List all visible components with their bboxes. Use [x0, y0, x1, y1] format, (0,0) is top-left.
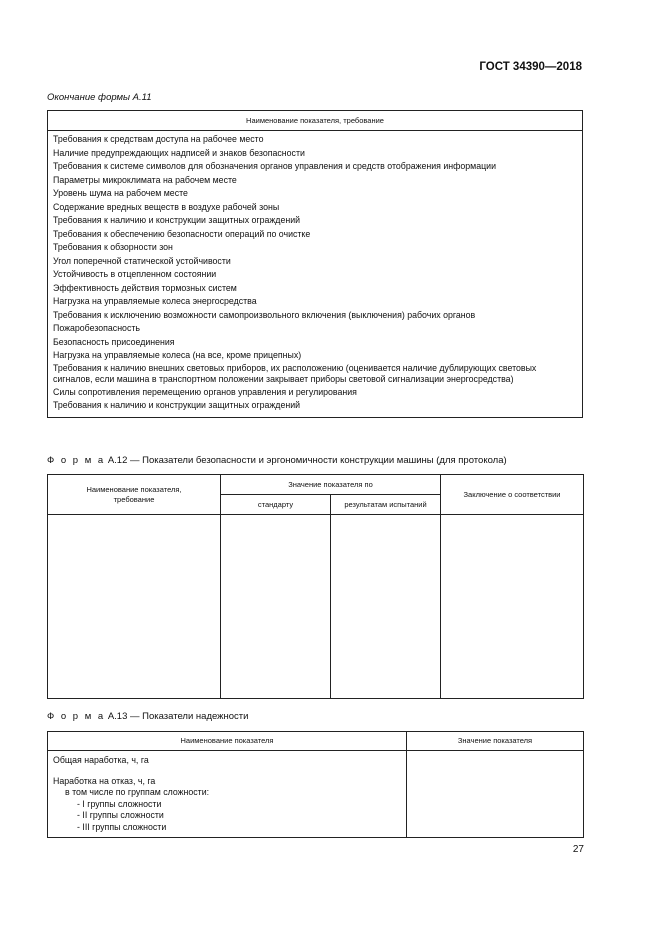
- form-a12-empty-cell: [441, 515, 584, 699]
- form-a11-continuation-title: Окончание формы А.11: [47, 92, 152, 103]
- form-a13-caption-prefix: Ф о р м а: [47, 711, 106, 722]
- list-item: Требования к обеспечению безопасности операций по очистке: [53, 228, 311, 239]
- list-item: Содержание вредных веществ в воздухе рабочей зоны: [53, 201, 280, 212]
- form-a12-table: [47, 474, 584, 699]
- form-a12-col-results: результатам испытаний: [331, 495, 441, 515]
- form-a12-caption-text: А.12 — Показатели безопасности и эргономичности конструкции машины (для протокола): [107, 455, 507, 466]
- list-item: Требования к наличию и конструкции защитных ограждений: [53, 215, 301, 225]
- form-a12-caption-prefix: Ф о р м а: [47, 455, 106, 466]
- list-item: Уровень шума на рабочем месте: [53, 188, 188, 198]
- form-a12-col-value-group: Значение показателя по: [221, 475, 441, 495]
- list-item: Требования к средствам доступа на рабочее место: [53, 134, 264, 144]
- list-item: Параметры микроклимата на рабочем месте: [53, 174, 237, 185]
- list-item: Нагрузка на управляемые колеса (на все, кроме прицепных): [53, 350, 302, 360]
- form-a12-caption: [47, 455, 507, 466]
- list-item: в том числе по группам сложности:: [65, 787, 210, 797]
- list-item: Наличие предупреждающих надписей и знаков безопасности: [53, 147, 305, 158]
- list-item: Пожаробезопасность: [53, 323, 140, 333]
- standard-code: ГОСТ 34390—2018: [479, 61, 582, 73]
- form-a12-col-name: Наименование показателя, требование: [48, 475, 221, 515]
- form-a12-empty-cell: [48, 515, 221, 699]
- form-a13-caption: [47, 711, 248, 722]
- form-a12-col-standard: стандарту: [221, 495, 331, 515]
- page-number: 27: [572, 844, 584, 855]
- list-item: Безопасность присоединения: [53, 336, 175, 347]
- list-item: - I группы сложности: [77, 798, 162, 809]
- form-a12-col-conclusion: Заключение о соответствии: [441, 475, 584, 515]
- form-a13-col-name: Наименование показателя: [48, 732, 407, 751]
- form-a13-table: [47, 731, 584, 838]
- list-item: Эффективность действия тормозных систем: [53, 282, 237, 293]
- form-a13-empty-cell: [407, 751, 584, 838]
- list-item: Требования к наличию внешних световых приборов, их расположению (оценивается наличие дублирующих световых сигналов, если машина в транспортном положении закрывает приборы световой сигнализации энергосредства): [53, 362, 537, 384]
- form-a13-caption-text: А.13 — Показатели надежности: [107, 711, 249, 722]
- form-a13-items: [48, 751, 407, 838]
- form-a12-empty-cell: [331, 515, 441, 699]
- list-item: Требования к обзорности зон: [53, 242, 173, 252]
- form-a13-col-value: Значение показателя: [407, 732, 584, 751]
- list-item: Общая наработка, ч, га: [53, 755, 149, 765]
- list-item: Требования к наличию и конструкции защитных ограждений: [53, 400, 301, 410]
- list-item: Наработка на отказ, ч, га: [53, 775, 156, 786]
- list-item: Угол поперечной статической устойчивости: [53, 255, 231, 266]
- form-a11-table: [47, 110, 583, 418]
- list-item: Нагрузка на управляемые колеса энергосредства: [53, 296, 257, 306]
- list-item: Силы сопротивления перемещению органов управления и регулирования: [53, 386, 357, 397]
- list-item: Требования к системе символов для обозначения органов управления и средств отображения информации: [53, 161, 496, 171]
- form-a12-empty-cell: [221, 515, 331, 699]
- list-item: Устойчивость в отцепленном состоянии: [53, 269, 217, 279]
- form-a11-column-header: Наименование показателя, требование: [48, 111, 583, 131]
- list-item: Требования к исключению возможности самопроизвольного включения (выключения) рабочих органов: [53, 309, 476, 320]
- list-item: - II группы сложности: [77, 810, 164, 820]
- list-item: - III группы сложности: [77, 821, 167, 832]
- form-a11-items: [48, 131, 583, 418]
